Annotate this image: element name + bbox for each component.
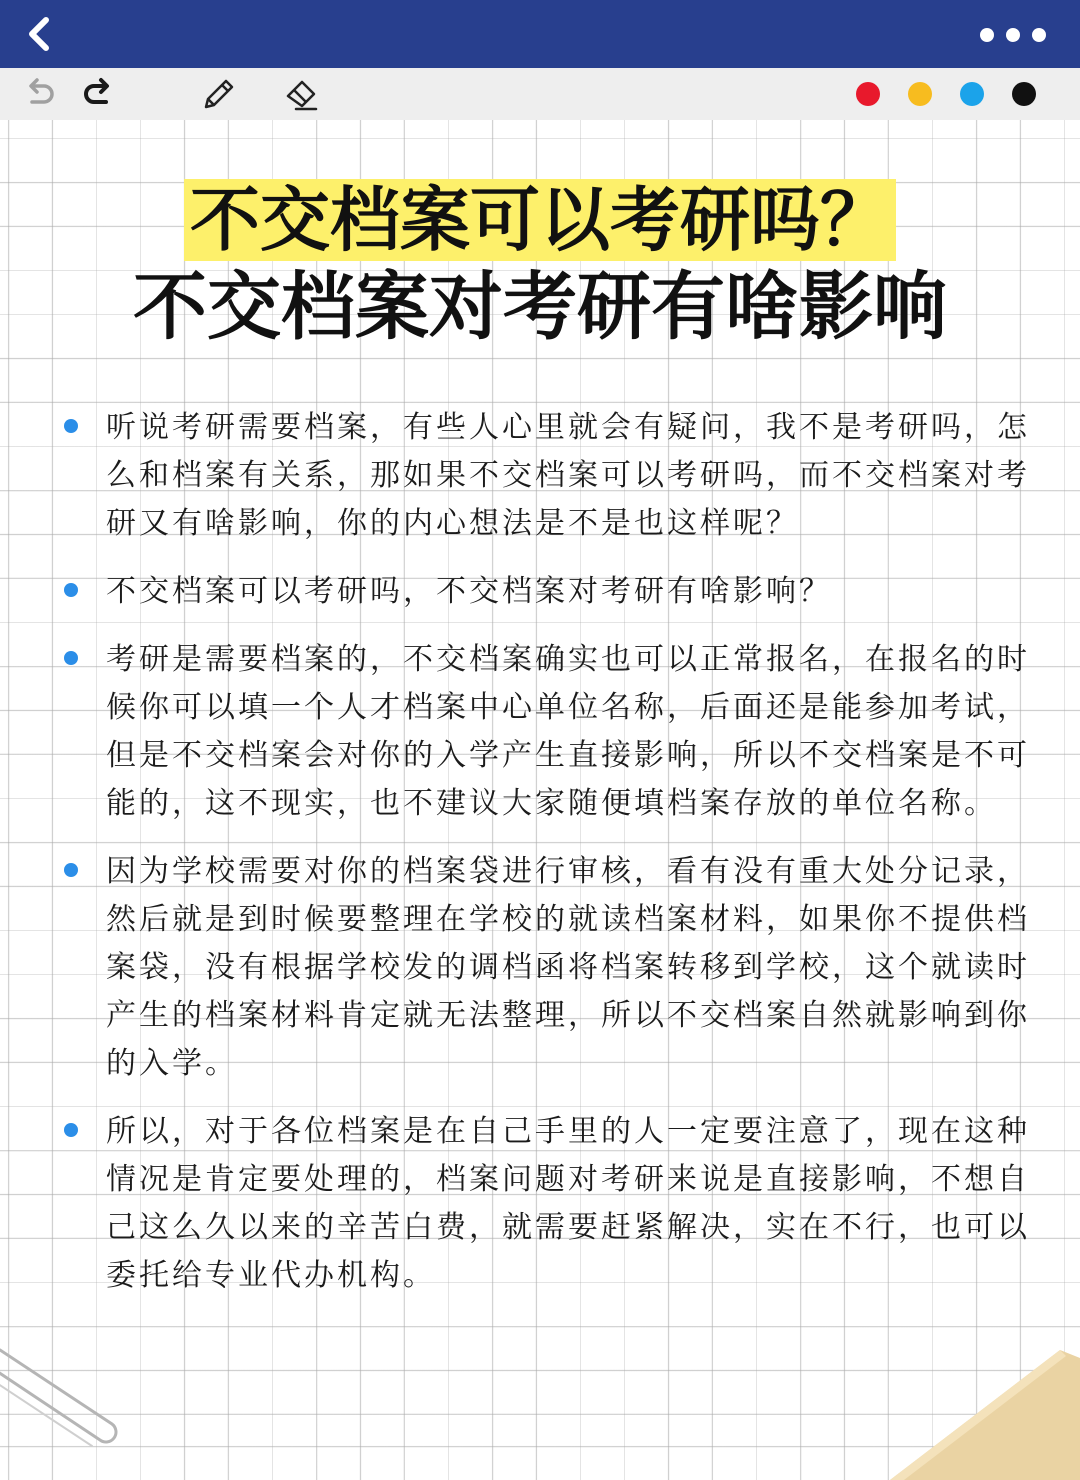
color-swatch-red[interactable] (856, 82, 880, 106)
paper-clip-icon (0, 1320, 140, 1450)
masking-tape-icon (860, 1330, 1080, 1480)
color-swatch-blue[interactable] (960, 82, 984, 106)
bullet-dot-icon (64, 1123, 78, 1137)
bullet-text: 听说考研需要档案，有些人心里就会有疑问，我不是考研吗，怎么和档案有关系，那如果不交档案可以考研吗，而不交档案对考研又有啥影响，你的内心想法是不是也这样呢？ (106, 410, 1030, 541)
redo-button[interactable] (78, 74, 118, 114)
bullet-dot-icon (64, 651, 78, 665)
bullet-text: 考研是需要档案的，不交档案确实也可以正常报名，在报名的时候你可以填一个人才档案中心单位名称，后面还是能参加考试，但是不交档案会对你的入学产生直接影响，所以不交档案是不可能的，这不现实，也不建议大家随便填档案存放的单位名称。 (106, 642, 1030, 821)
more-button[interactable] (976, 22, 1050, 48)
pencil-icon (198, 74, 238, 114)
list-item (0, 636, 1080, 828)
more-horizontal-icon (976, 22, 1050, 48)
chevron-left-icon (18, 12, 62, 56)
bullet-list (0, 404, 1080, 1320)
back-button[interactable] (18, 12, 62, 56)
eraser-tool-button[interactable] (282, 74, 322, 114)
list-item (0, 1108, 1080, 1300)
page-title (0, 178, 1080, 262)
bullet-text: 所以，对于各位档案是在自己手里的人一定要注意了，现在这种情况是肯定要处理的，档案问题对考研来说是直接影响，不想自己这么久以来的辛苦白费，就需要赶紧解决，实在不行，也可以委托给专业代办机构。 (106, 1114, 1030, 1293)
eraser-icon (282, 74, 322, 114)
bullet-text: 不交档案可以考研吗，不交档案对考研有啥影响？ (106, 574, 832, 609)
color-swatch-yellow[interactable] (908, 82, 932, 106)
color-swatch-black[interactable] (1012, 82, 1036, 106)
page-title-highlight: 不交档案可以考研吗？ (184, 179, 896, 261)
bullet-dot-icon (64, 419, 78, 433)
bullet-dot-icon (64, 583, 78, 597)
undo-button[interactable] (20, 74, 60, 114)
redo-icon (78, 74, 118, 114)
page-subtitle: 不交档案对考研有啥影响 (133, 264, 947, 350)
list-item (0, 848, 1080, 1088)
drawing-toolbar (0, 68, 1080, 120)
bullet-text: 因为学校需要对你的档案袋进行审核，看有没有重大处分记录，然后就是到时候要整理在学校的就读档案材料，如果你不提供档案袋，没有根据学校发的调档函将档案转移到学校，这个就读时产生的档案材料肯定就无法整理，所以不交档案自然就影响到你的入学。 (106, 854, 1030, 1081)
list-item (0, 404, 1080, 548)
undo-icon (20, 74, 60, 114)
top-nav-bar (0, 0, 1080, 68)
pencil-tool-button[interactable] (198, 74, 238, 114)
bullet-dot-icon (64, 863, 78, 877)
list-item (0, 568, 1080, 616)
